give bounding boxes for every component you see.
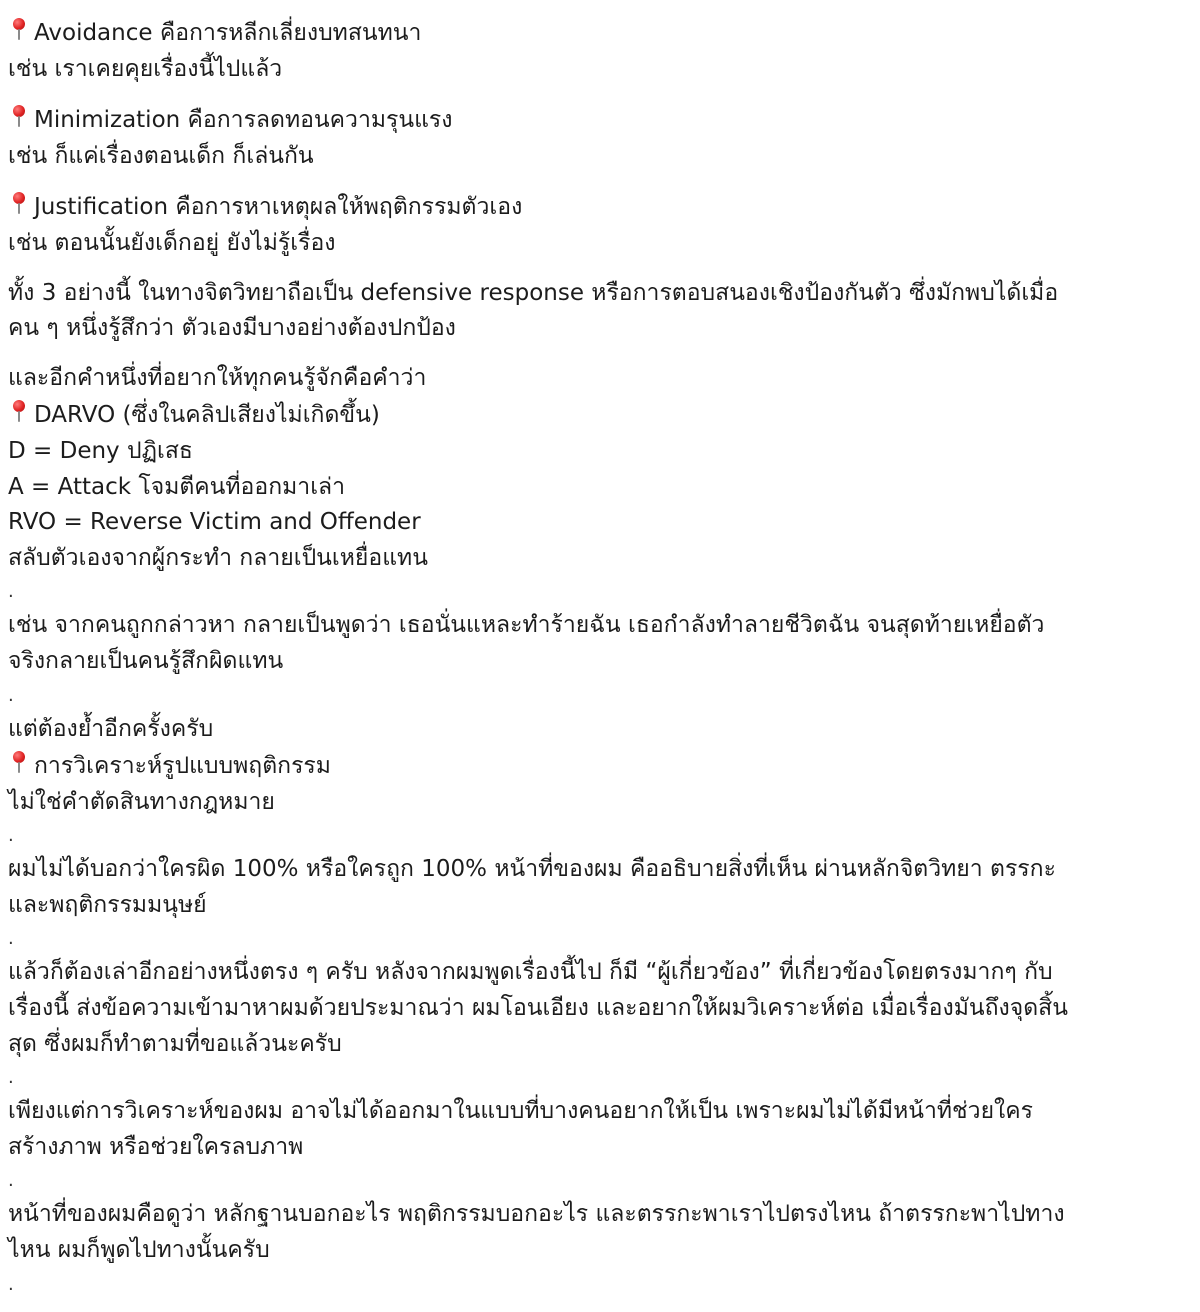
line-text: . xyxy=(8,1273,14,1295)
line-text: เรื่องนี้ ส่งข้อความเข้ามาหาผมด้วยประมาณว่า ผมโอนเอียง และอยากให้ผมวิเคราะห์ต่อ เมื่อเรื่องมันถึงจุดสิ้น xyxy=(8,995,1068,1022)
line-text: แล้วก็ต้องเล่าอีกอย่างหนึ่งตรง ๆ ครับ หลังจากผมพูดเรื่องนี้ไป ก็มี “ผู้เกี่ยวข้อง” ที่เกี่ยวข้องโดยตรงมากๆ กับ xyxy=(8,959,1053,986)
post-body xyxy=(8,14,1183,1301)
paragraph-gap xyxy=(8,87,1183,101)
separator-dot xyxy=(8,1269,1183,1301)
line-text: . xyxy=(8,684,14,706)
line-text: จริงกลายเป็นคนรู้สึกผิดแทน xyxy=(8,647,284,674)
round-pushpin-icon xyxy=(8,101,30,131)
text-line xyxy=(8,1233,1183,1269)
text-line xyxy=(8,888,1183,924)
line-text: Minimization คือการลดทอนความรุนแรง xyxy=(34,107,453,134)
text-line xyxy=(8,226,1183,262)
round-pushpin-icon xyxy=(8,188,30,218)
separator-dot xyxy=(8,923,1183,955)
line-text: หน้าที่ของผมคือดูว่า หลักฐานบอกอะไร พฤติกรรมบอกอะไร และตรรกะพาเราไปตรงไหน ถ้าตรรกะพาไปทาง xyxy=(8,1201,1065,1228)
line-text: ทั้ง 3 อย่างนี้ ในทางจิตวิทยาถือเป็น defensive response หรือการตอบสนองเชิงป้องกันตัว ซึ่งมักพบได้เมื่อ xyxy=(8,279,1059,306)
text-line xyxy=(8,991,1183,1027)
line-text: ผมไม่ได้บอกว่าใครผิด 100% หรือใครถูก 100% หน้าที่ของผม คืออธิบายสิ่งที่เห็น ผ่านหลักจิตวิทยา ตรรกะ xyxy=(8,856,1056,883)
round-pushpin-icon xyxy=(8,14,30,44)
line-text: D = Deny ปฏิเสธ xyxy=(8,437,193,464)
text-line xyxy=(8,1027,1183,1063)
line-text: เช่น เราเคยคุยเรื่องนี้ไปแล้ว xyxy=(8,55,283,82)
line-text: เช่น จากคนถูกกล่าวหา กลายเป็นพูดว่า เธอนั่นแหละทำร้ายฉัน เธอกำลังทำลายชีวิตฉัน จนสุดท้ายเหยื่อตัว xyxy=(8,612,1045,639)
separator-dot xyxy=(8,576,1183,608)
text-line xyxy=(8,608,1183,644)
line-text: ไหน ผมก็พูดไปทางนั้นครับ xyxy=(8,1237,270,1264)
text-line xyxy=(8,852,1183,888)
line-text: คน ๆ หนึ่งรู้สึกว่า ตัวเองมีบางอย่างต้องปกป้อง xyxy=(8,315,456,342)
pinned-heading-line xyxy=(8,747,1183,785)
line-text: แต่ต้องย้ำอีกครั้งครับ xyxy=(8,715,214,742)
paragraph-gap xyxy=(8,174,1183,188)
text-line xyxy=(8,541,1183,577)
line-text: RVO = Reverse Victim and Offender xyxy=(8,509,421,536)
line-text: ไม่ใช่คำตัดสินทางกฎหมาย xyxy=(8,788,275,815)
pinned-heading-line xyxy=(8,396,1183,434)
line-text: การวิเคราะห์รูปแบบพฤติกรรม xyxy=(34,753,331,780)
line-text: Justification คือการหาเหตุผลให้พฤติกรรมตัวเอง xyxy=(34,194,523,221)
text-line xyxy=(8,276,1183,312)
text-line xyxy=(8,1094,1183,1130)
paragraph-gap xyxy=(8,262,1183,276)
line-text: DARVO (ซึ่งในคลิปเสียงไม่เกิดขึ้น) xyxy=(34,402,380,429)
line-text: และอีกคำหนึ่งที่อยากให้ทุกคนรู้จักคือคำว่า xyxy=(8,364,427,391)
line-text: . xyxy=(8,1170,14,1192)
line-text: สลับตัวเองจากผู้กระทำ กลายเป็นเหยื่อแทน xyxy=(8,544,428,571)
line-text: เพียงแต่การวิเคราะห์ของผม อาจไม่ได้ออกมาในแบบที่บางคนอยากให้เป็น เพราะผมไม่ได้มีหน้าที่ช่วยใคร xyxy=(8,1098,1034,1125)
separator-dot xyxy=(8,680,1183,712)
round-pushpin-icon xyxy=(8,396,30,426)
line-text: และพฤติกรรมมนุษย์ xyxy=(8,891,207,918)
line-text: สร้างภาพ หรือช่วยใครลบภาพ xyxy=(8,1133,304,1160)
text-line xyxy=(8,139,1183,175)
line-text: เช่น ตอนนั้นยังเด็กอยู่ ยังไม่รู้เรื่อง xyxy=(8,229,336,256)
text-line xyxy=(8,52,1183,88)
pinned-heading-line xyxy=(8,101,1183,139)
line-text: A = Attack โจมตีคนที่ออกมาเล่า xyxy=(8,473,346,500)
separator-dot xyxy=(8,820,1183,852)
text-line xyxy=(8,712,1183,748)
text-line xyxy=(8,470,1183,506)
text-line xyxy=(8,1130,1183,1166)
text-line xyxy=(8,1197,1183,1233)
line-text: . xyxy=(8,1067,14,1089)
line-text: . xyxy=(8,581,14,603)
text-line xyxy=(8,361,1183,397)
text-line xyxy=(8,434,1183,470)
pinned-heading-line xyxy=(8,188,1183,226)
line-text: เช่น ก็แค่เรื่องตอนเด็ก ก็เล่นกัน xyxy=(8,142,314,169)
pinned-heading-line xyxy=(8,14,1183,52)
line-text: . xyxy=(8,928,14,950)
line-text: สุด ซึ่งผมก็ทำตามที่ขอแล้วนะครับ xyxy=(8,1030,342,1057)
separator-dot xyxy=(8,1062,1183,1094)
text-line xyxy=(8,311,1183,347)
round-pushpin-icon xyxy=(8,747,30,777)
text-line xyxy=(8,644,1183,680)
text-line xyxy=(8,785,1183,821)
separator-dot xyxy=(8,1165,1183,1197)
text-line xyxy=(8,505,1183,541)
text-line xyxy=(8,955,1183,991)
line-text: Avoidance คือการหลีกเลี่ยงบทสนทนา xyxy=(34,20,422,46)
line-text: . xyxy=(8,825,14,847)
paragraph-gap xyxy=(8,347,1183,361)
